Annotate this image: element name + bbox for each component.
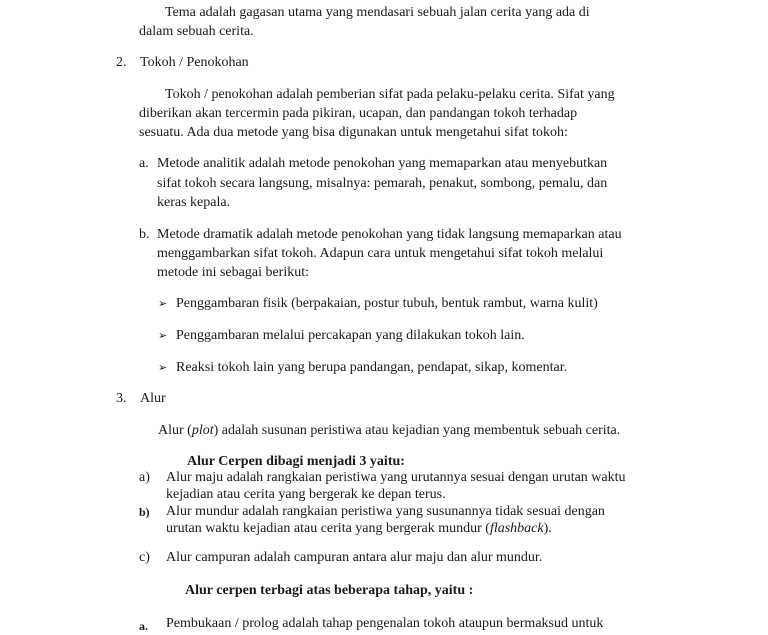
tokoh-a-line-2: sifat tokoh secara langsung, misalnya: pemarah, penakut, sombong, pemalu, dan	[157, 176, 608, 191]
tokoh-list-marker-b: b.	[139, 227, 150, 242]
arrow-bullet-icon: ➢	[158, 297, 168, 310]
alur-c-line: Alur campuran adalah campuran antara alur maju dan alur mundur.	[166, 550, 543, 565]
alur-b-line-2	[166, 520, 552, 538]
tokoh-bullet-3: Reaksi tokoh lain yang berupa pandangan, pendapat, sikap, komentar.	[176, 360, 568, 375]
alur-def-pre: Alur (	[158, 423, 192, 438]
alur-tahap-marker-a: a.	[139, 619, 148, 633]
section-heading-alur: Alur	[140, 391, 166, 406]
tokoh-para-line-3: sesuatu. Ada dua metode yang bisa digunakan untuk mengetahui sifat tokoh:	[139, 125, 568, 140]
alur-b-line-2-italic: flashback	[489, 521, 544, 536]
tokoh-a-line-1: Metode analitik adalah metode penokohan yang memaparkan atau menyebutkan	[157, 156, 608, 171]
tokoh-bullet-1: Penggambaran fisik (berpakaian, postur tubuh, bentuk rambut, warna kulit)	[176, 296, 598, 311]
alur-b-line-2-post: ).	[543, 521, 552, 536]
tema-para-line-1: Tema adalah gagasan utama yang mendasari sebuah jalan cerita yang ada di	[165, 5, 590, 20]
tokoh-b-line-2: menggambarkan sifat tokoh. Adapun cara untuk mengetahui sifat tokoh melalui	[157, 246, 604, 261]
alur-list-marker-b: b)	[139, 505, 150, 519]
alur-list-marker-c: c)	[139, 550, 150, 565]
tokoh-b-line-3: metode ini sebagai berikut:	[157, 265, 310, 280]
alur-sub-heading: Alur Cerpen dibagi menjadi 3 yaitu:	[187, 454, 405, 469]
alur-definition	[158, 422, 620, 440]
tokoh-bullet-2: Penggambaran melalui percakapan yang dilakukan tokoh lain.	[176, 328, 525, 343]
tokoh-list-marker-a: a.	[139, 156, 149, 171]
tokoh-para-line-1: Tokoh / penokohan adalah pemberian sifat pada pelaku-pelaku cerita. Sifat yang	[165, 87, 615, 102]
section-number-alur: 3.	[116, 391, 127, 406]
alur-a-line-2: kejadian atau cerita yang bergerak ke depan terus.	[166, 487, 446, 502]
alur-tahap-a-line: Pembukaan / prolog adalah tahap pengenalan tokoh ataupun bermaksud untuk	[166, 616, 604, 631]
arrow-bullet-icon: ➢	[158, 329, 168, 342]
tokoh-b-line-1: Metode dramatik adalah metode penokohan yang tidak langsung memaparkan atau	[157, 227, 622, 242]
alur-def-post: ) adalah susunan peristiwa atau kejadian yang membentuk sebuah cerita.	[213, 423, 621, 438]
tokoh-para-line-2: diberikan akan tercermin pada pikiran, ucapan, dan pandangan tokoh terhadap	[139, 106, 578, 121]
arrow-bullet-icon: ➢	[158, 361, 168, 374]
alur-def-italic: plot	[191, 423, 214, 438]
section-heading-tokoh: Tokoh / Penokohan	[140, 55, 249, 70]
alur-a-line-1: Alur maju adalah rangkaian peristiwa yang urutannya sesuai dengan urutan waktu	[166, 470, 626, 485]
section-number-tokoh: 2.	[116, 55, 127, 70]
tema-para-line-2: dalam sebuah cerita.	[139, 24, 254, 39]
alur-list-marker-a: a)	[139, 470, 150, 485]
alur-b-line-2-pre: urutan waktu kejadian atau cerita yang bergerak mundur (	[166, 521, 490, 536]
alur-b-line-1: Alur mundur adalah rangkaian peristiwa yang susunannya tidak sesuai dengan	[166, 504, 605, 519]
alur-tahap-heading: Alur cerpen terbagi atas beberapa tahap, yaitu :	[185, 583, 474, 598]
tokoh-a-line-3: keras kepala.	[157, 195, 231, 210]
